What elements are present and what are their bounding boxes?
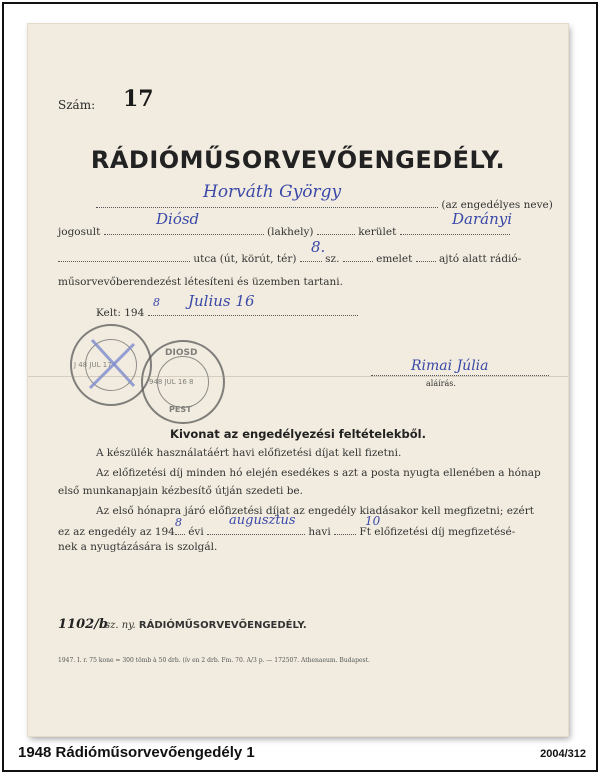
- holder-suffix: (az engedélyes neve): [441, 199, 553, 211]
- month-handwriting: augusztus: [229, 513, 296, 528]
- extract-heading: Kivonat az engedélyezési feltételekből.: [170, 427, 426, 441]
- postmark-left-date: J 48 JUL 17: [74, 361, 112, 369]
- holder-name-handwriting: Horváth György: [203, 182, 342, 202]
- postmark-right-place: DIOSD: [165, 348, 198, 358]
- floor-label: emelet: [376, 253, 413, 265]
- residence-handwriting: Diósd: [156, 210, 200, 228]
- cancellation-cross-icon: [72, 326, 150, 404]
- residence-line: [58, 223, 510, 238]
- street-label: utca (út, körút, tér): [193, 253, 297, 265]
- extract-paragraph-1: A készülék használatáért havi előfizetési díjat kell fizetni.: [96, 447, 402, 459]
- extract-paragraph-3-line-3: nek a nyugtázására is szolgál.: [58, 541, 218, 553]
- p3-text-a: ez az engedély az 194: [58, 526, 175, 538]
- form-code-title: RÁDIÓMŰSORVEVŐENGEDÉLY.: [138, 620, 307, 631]
- postmark-right: [141, 340, 225, 424]
- installation-line: műsorvevőberendezést létesíteni és üzemben tartani.: [58, 276, 343, 288]
- amount-dots: [334, 523, 356, 535]
- number-label: Szám:: [58, 98, 96, 112]
- form-code: 1102/b: [58, 617, 109, 632]
- form-code-name: [105, 620, 307, 631]
- house-number-handwriting: 8.: [311, 238, 326, 256]
- p3-text-b: évi: [188, 526, 204, 538]
- date-handwriting: Julius 16: [188, 292, 255, 310]
- residence-dots-2: [317, 223, 355, 235]
- caption-title: 1948 Rádióműsorvevőengedély 1: [18, 744, 255, 761]
- extract-paragraph-2-line-2: első munkanapjain kézbesítő útján szedeti be.: [58, 485, 303, 497]
- p3-text-c: havi: [308, 526, 331, 538]
- street-line: [58, 250, 521, 265]
- street-dots: [58, 250, 190, 262]
- district-handwriting: Darányi: [452, 210, 513, 228]
- residence-label: (lakhely): [267, 226, 314, 238]
- p3-year-handwriting: 8: [175, 516, 182, 529]
- printer-imprint: 1947. I. r. 75 kone = 300 tömb à 50 drb. (ív en 2 drb. Fm. 70. A/3 p. — 172507. Athenaeum. Budapest.: [58, 657, 370, 664]
- amount-handwriting: 10: [365, 514, 381, 528]
- license-document: [28, 24, 568, 736]
- signature-line: [371, 375, 549, 376]
- p3-text-d: Ft előfizetési díj megfizetésé-: [359, 526, 516, 538]
- postmark-left: [70, 324, 152, 406]
- postmark-right-bottom: PEST: [169, 405, 192, 414]
- date-label: Kelt: 194: [96, 307, 145, 319]
- signature-handwriting: Rimai Júlia: [411, 358, 489, 374]
- signature-label: aláírás.: [426, 379, 456, 388]
- extract-paragraph-2-line-1: Az előfizetési díj minden hó elején esedékes s azt a posta nyugta ellenében a hónap: [96, 467, 541, 479]
- district-label: kerület: [358, 226, 397, 238]
- caption-code: 2004/312: [540, 748, 586, 760]
- extract-paragraph-3-line-1: Az első hónapra járó előfizetési díjat az engedély kiadásakor kell megfizetni; ezért: [96, 505, 534, 517]
- document-title: RÁDIÓMŰSORVEVŐENGEDÉLY.: [90, 146, 506, 174]
- door-dots: [416, 250, 436, 262]
- date-year-handwriting: 8: [153, 296, 160, 309]
- postmark-right-date: 948 JUL 16 8: [149, 378, 194, 386]
- house-number-label: sz.: [325, 253, 340, 265]
- number-value: 17: [123, 86, 154, 112]
- jogosult-label: jogosult: [58, 226, 101, 238]
- door-label: ajtó alatt rádió-: [438, 253, 522, 265]
- form-code-suffix: sz. ny.: [105, 620, 136, 631]
- floor-dots: [343, 250, 373, 262]
